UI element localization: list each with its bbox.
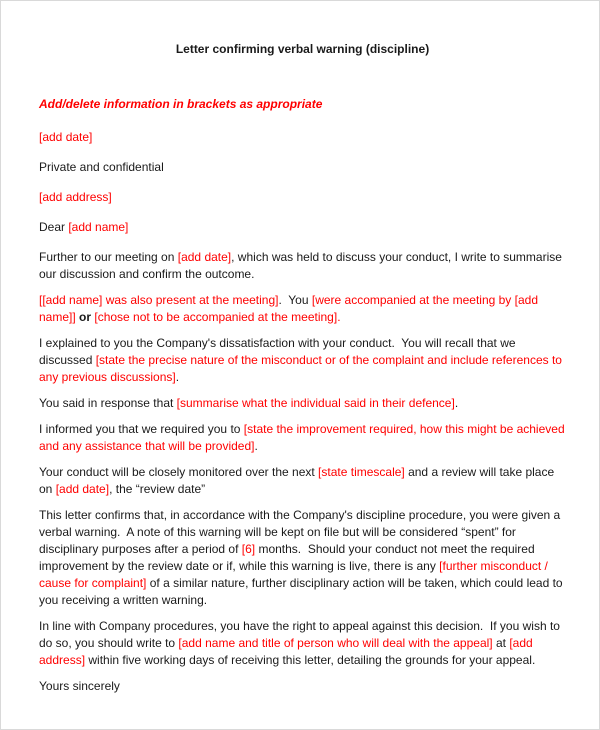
text-run-bold-or: or [79,310,92,324]
salutation-prefix: Dear [39,220,69,234]
text-run: This letter confirms that, in accordance with the Company's discipline procedure, you were given a verbal warning. A note of this warning will be kept on file but will be considered “spent” for disciplinary purposes after a period of [39,508,564,556]
text-run: I informed you that we required you to [39,422,244,436]
text-run: . [254,439,258,453]
text-run: at [492,636,510,650]
placeholder-add-address-line: [add address] [39,190,112,204]
placeholder-appeal-person: [add name and title of person who will deal with the appeal] [178,636,493,650]
placeholder-months-count: [6] [241,542,256,556]
placeholder-appeal-address: [add address] [39,636,537,667]
para-monitoring-review [39,464,566,498]
para-warning-confirmation [39,507,566,609]
letter-title: Letter confirming verbal warning (discipline) [175,42,430,56]
placeholder-not-accompanied: [chose not to be accompanied at the meeting]. [91,310,341,324]
para-employee-response [39,395,566,412]
text-run: In line with Company procedures, you have the right to appeal against this decision. If you wish to do so, you should write to [39,619,564,650]
para-meeting-summary [39,249,566,283]
placeholder-further-misconduct: [further misconduct / cause for complaint] [39,559,552,590]
instruction-note: Add/delete information in brackets as appropriate [39,97,323,111]
placeholder-misconduct-nature: [state the precise nature of the misconduct or of the complaint and include references to any previous discussions] [39,353,566,384]
text-run: . [454,396,459,410]
para-dissatisfaction [39,335,566,386]
text-run: within five working days of receiving this letter, detailing the grounds for your appeal. [85,653,536,667]
text-run: months. Should your conduct not meet the required improvement by the review date or if, while this warning is live, there is any [39,542,538,573]
placeholder-accompanied-by: [were accompanied at the meeting by [add name]] [39,293,542,324]
text-run: and a review will take place on [39,465,558,496]
placeholder-improvement-required: [state the improvement required, how this might be achieved and any assistance that will be provided] [39,422,568,453]
closing-line: Yours sincerely [39,679,120,693]
placeholder-add-date: [add date] [177,250,232,264]
para-appeal-rights [39,618,566,669]
placeholder-state-timescale: [state timescale] [318,465,405,479]
placeholder-also-present: [[add name] was also present at the meeting] [39,293,279,307]
text-run: Your conduct will be closely monitored over the next [39,465,319,479]
placeholder-add-date-line: [add date] [39,130,93,144]
text-run: . [175,370,180,384]
private-confidential-line: Private and confidential [39,160,164,174]
para-companion-options [39,292,566,326]
placeholder-defence-summary: [summarise what the individual said in their defence] [176,396,455,410]
text-run: You said in response that [39,396,177,410]
text-run: , which was held to discuss your conduct, I write to summarise our discussion and confirm the outcome. [39,250,566,281]
text-run: . You [278,293,312,307]
text-run: , the “review date” [109,482,206,496]
text-run: I explained to you the Company's dissatisfaction with your conduct. You will recall that we discussed [39,336,519,367]
placeholder-review-date: [add date] [55,482,110,496]
placeholder-add-name: [add name] [68,220,129,234]
text-run: of a similar nature, further disciplinary action will be taken, which could lead to you receiving a written warning. [39,576,566,607]
salutation-line [39,219,566,236]
text-run: Further to our meeting on [39,250,178,264]
para-required-improvement [39,421,566,455]
